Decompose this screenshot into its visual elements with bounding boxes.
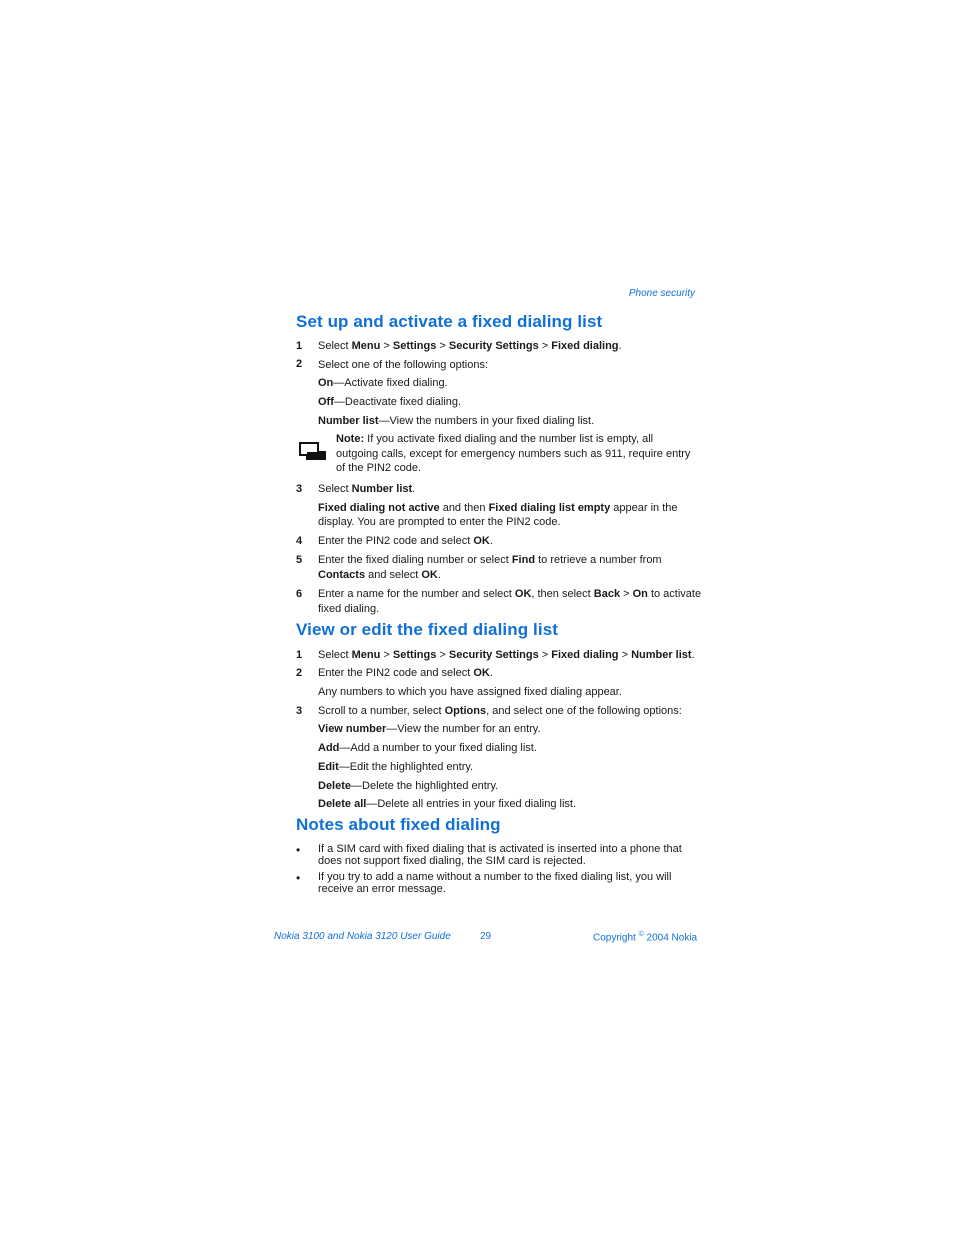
step-detail: display. You are prompted to enter the PIN2 code.: [318, 516, 561, 528]
option-delete: Delete—Delete the highlighted entry.: [318, 780, 499, 792]
option-on: On—Activate fixed dialing.: [318, 377, 448, 389]
bullet-text: If a SIM card with fixed dialing that is activated is inserted into a phone that does not support fixed dialing, the SIM card is rejected.: [318, 843, 682, 867]
option-number-list: Number list—View the numbers in your fixed dialing list.: [318, 415, 595, 427]
step-text: fixed dialing.: [318, 603, 380, 615]
step-text: Enter the fixed dialing number or select Find to retrieve a number from: [318, 554, 662, 566]
step-text: Scroll to a number, select Options, and select one of the following options:: [318, 705, 682, 717]
option-view-number: View number—View the number for an entry.: [318, 723, 541, 735]
step-number: 2: [296, 358, 303, 370]
step-text: Enter a name for the number and select OK, then select Back > On to activate: [318, 588, 702, 600]
step-text: Enter the PIN2 code and select OK.: [318, 535, 493, 547]
section-heading-notes: Notes about fixed dialing: [296, 815, 501, 834]
bullet: •: [296, 843, 301, 857]
step-text: Select Number list.: [318, 483, 416, 495]
step-number: 1: [296, 340, 303, 352]
step-detail: Fixed dialing not active and then Fixed dialing list empty appear in the: [318, 502, 678, 514]
step-text: Select one of the following options:: [318, 359, 489, 371]
note-text: Note: If you activate fixed dialing and the number list is empty, all: [336, 433, 654, 445]
step-text: Select Menu > Settings > Security Settings > Fixed dialing.: [318, 340, 622, 352]
footer-copyright: Copyright © 2004 Nokia: [593, 931, 698, 944]
step-number: 6: [296, 588, 303, 600]
option-off: Off—Deactivate fixed dialing.: [318, 396, 462, 408]
option-edit: Edit—Edit the highlighted entry.: [318, 761, 474, 773]
footer-guide-title: Nokia 3100 and Nokia 3120 User Guide: [274, 931, 451, 942]
step-number: 3: [296, 483, 303, 495]
section-heading-view-edit: View or edit the fixed dialing list: [296, 620, 559, 639]
note-hand-icon: [298, 440, 328, 462]
step-number: 5: [296, 554, 303, 566]
step-text: Select Menu > Settings > Security Settings > Fixed dialing > Number list.: [318, 649, 695, 661]
section-heading-setup: Set up and activate a fixed dialing list: [296, 312, 603, 331]
step-detail: Any numbers to which you have assigned fixed dialing appear.: [318, 686, 622, 698]
note-text: outgoing calls, except for emergency numbers such as 911, require entry: [336, 448, 691, 460]
option-add: Add—Add a number to your fixed dialing list.: [318, 742, 537, 754]
step-number: 1: [296, 649, 303, 661]
step-number: 2: [296, 667, 303, 679]
footer-page-number: 29: [480, 931, 492, 942]
step-text: Enter the PIN2 code and select OK.: [318, 667, 493, 679]
step-number: 3: [296, 705, 303, 717]
running-head: Phone security: [628, 288, 695, 299]
step-text: Contacts and select OK.: [318, 569, 441, 581]
bullet: •: [296, 871, 301, 885]
option-delete-all: Delete all—Delete all entries in your fixed dialing list.: [318, 798, 577, 810]
bullet-text: If you try to add a name without a number to the fixed dialing list, you will receive an error message.: [318, 871, 672, 895]
step-number: 4: [296, 535, 303, 547]
note-text: of the PIN2 code.: [336, 462, 421, 474]
